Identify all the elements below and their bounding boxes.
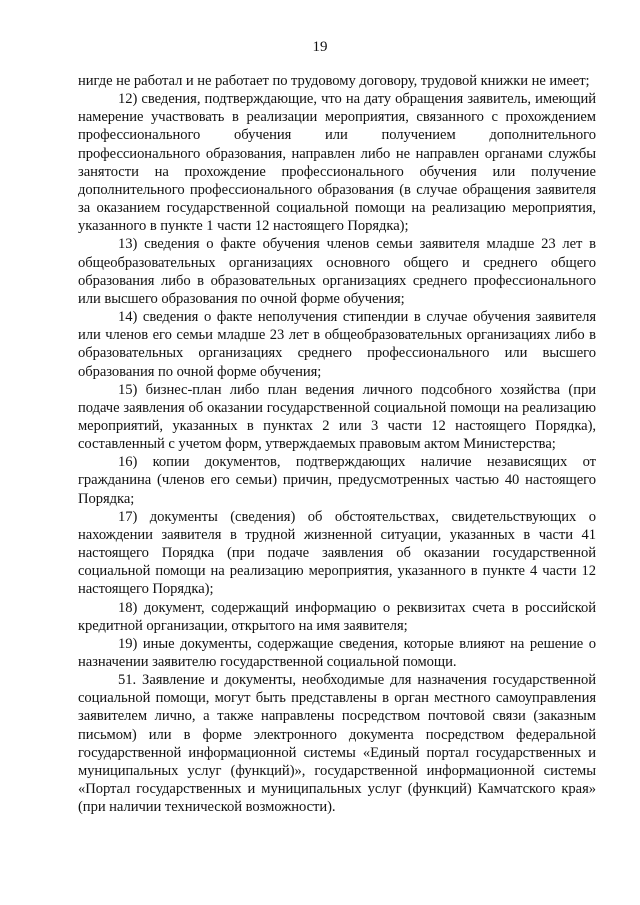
paragraph-item-19: 19) иные документы, содержащие сведения, которые влияют на решение о назначении заявителю государственной социальной помощи. <box>78 635 596 670</box>
document-body <box>78 72 596 816</box>
paragraph-item-18: 18) документ, содержащий информацию о реквизитах счета в российской кредитной организации, открытого на имя заявителя; <box>78 599 596 634</box>
paragraph-section-51: 51. Заявление и документы, необходимые для назначения государственной социальной помощи, могут быть представлены в орган местного самоуправления заявителем лично, а также направлены посредством почтовой связи (заказным письмом) или в форме электронного документа посредством федеральной государственной информационной системы «Единый портал государственных и муниципальных услуг (функций)», государственной информационной системы «Портал государственных и муниципальных услуг (функций) Камчатского края» (при наличии технической возможности). <box>78 672 596 816</box>
paragraph-item-17: 17) документы (сведения) об обстоятельствах, свидетельствующих о нахождении заявителя в трудной жизненной ситуации, указанных в части 41 настоящего Порядка (при подаче заявления об оказании государственной социальной помощи на реализацию мероприятия, указанного в пункте 4 части 12 настоящего Порядка); <box>78 508 596 598</box>
paragraph-item-14: 14) сведения о факте неполучения стипендии в случае обучения заявителя или членов его семьи младше 23 лет в общеобразовательных организациях либо в образовательных организациях среднего профессионального или высшего образования по очной форме обучения; <box>78 309 596 380</box>
paragraph-item-15: 15) бизнес-план либо план ведения личного подсобного хозяйства (при подаче заявления об оказании государственной социальной помощи на реализацию мероприятий, указанных в пунктах 2 или 3 части 12 настоящего Порядка), составленный с учетом форм, утверждаемых правовым актом Министерства; <box>78 381 596 453</box>
paragraph-item-16: 16) копии документов, подтверждающих наличие независящих от гражданина (членов его семьи) причин, предусмотренных частью 40 настоящего Порядка; <box>78 454 596 507</box>
paragraph-continuation: нигде не работал и не работает по трудовому договору, трудовой книжки не имеет; <box>78 73 590 89</box>
page-number: 19 <box>312 39 328 55</box>
paragraph-item-13: 13) сведения о факте обучения членов семьи заявителя младше 23 лет в общеобразовательных организациях основного общего и среднего общего образования либо в образовательных организациях среднего профессионального или высшего образования по очной форме обучения; <box>78 236 596 307</box>
paragraph-item-12: 12) сведения, подтверждающие, что на дату обращения заявитель, имеющий намерение участвовать в реализации мероприятия, связанного с прохождением профессионального обучения или получением дополнительного профессионального образования, направлен либо не направлен органами службы занятости на прохождение профессионального обучения или получение дополнительного профессионального образования (в случае обращения заявителя за оказанием государственной социальной помощи на реализацию мероприятия, указанного в пункте 1 части 12 настоящего Порядка); <box>78 91 596 235</box>
